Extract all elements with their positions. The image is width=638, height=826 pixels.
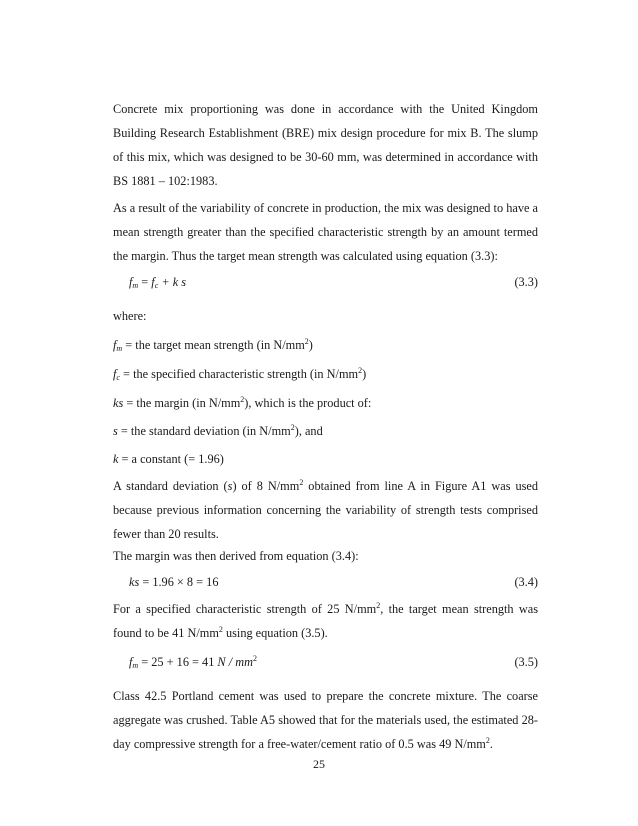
paragraph-target-strength: For a specified characteristic strength of 25 $N/mm^2$, the target mean strength was found to be 41 $N/mm^2$ using equation (3.5).	[113, 601, 538, 640]
paragraph-variability: As a result of the variability of concrete in production, the mix was designed to have a mean strength greater than the specified characteristic strength by an amount termed the margin. Thus the target mean strength was calculated using equation (3.3):	[113, 201, 538, 263]
equation-3-3-number: (3.3)	[514, 275, 538, 289]
definition-fm: $f_m$ = the target mean strength (in $N/mm^2$)	[113, 337, 313, 353]
definition-ks: ks = the margin (in $N/mm^2$), which is the product of:	[113, 395, 372, 410]
equation-3-5-expression: $f_m = 25 + 16 = 41$ N / $mm^2$	[129, 654, 257, 670]
definition-s: s = the standard deviation (in $N/mm^2$), and	[113, 423, 323, 438]
equation-3-3	[113, 270, 538, 294]
equation-3-5-number: (3.5)	[514, 655, 538, 669]
definition-fc: $f_c$ = the specified characteristic strength (in $N/mm^2$)	[113, 366, 367, 382]
page-number: 25	[313, 757, 325, 771]
definition-k: k = a constant (= 1.96)	[113, 452, 224, 466]
equation-3-3-expression: $f_m = f_c + k$ s	[129, 275, 187, 290]
equation-3-4	[113, 570, 538, 594]
equation-3-4-number: (3.4)	[514, 575, 538, 589]
paragraph-mix-proportioning: Concrete mix proportioning was done in accordance with the United Kingdom Building Research Establishment (BRE) mix design procedure for mix B. The slump of this mix, which was designed to be 30-60 mm, was determined in accordance with BS 1881 – 102:1983.	[113, 102, 538, 188]
paragraph-margin: The margin was then derived from equation (3.4):	[113, 549, 359, 563]
paragraph-cement-class: Class 42.5 Portland cement was used to prepare the concrete mixture. The coarse aggregate was crushed. Table A5 showed that for the materials used, the estimated 28-day compressive strength for a free-water/cement ratio of 0.5 was 49 $N/mm^2$.	[113, 689, 538, 751]
paragraph-standard-deviation: A standard deviation (s) of 8 $N/mm^2$ obtained from line A in Figure A1 was used because previous information concerning the variability of strength tests comprised fewer than 20 results.	[113, 478, 539, 541]
equation-3-5	[113, 650, 538, 674]
equation-3-4-expression: ks = 1.96 × 8 = 16	[129, 575, 219, 589]
where-label: where:	[113, 309, 147, 323]
